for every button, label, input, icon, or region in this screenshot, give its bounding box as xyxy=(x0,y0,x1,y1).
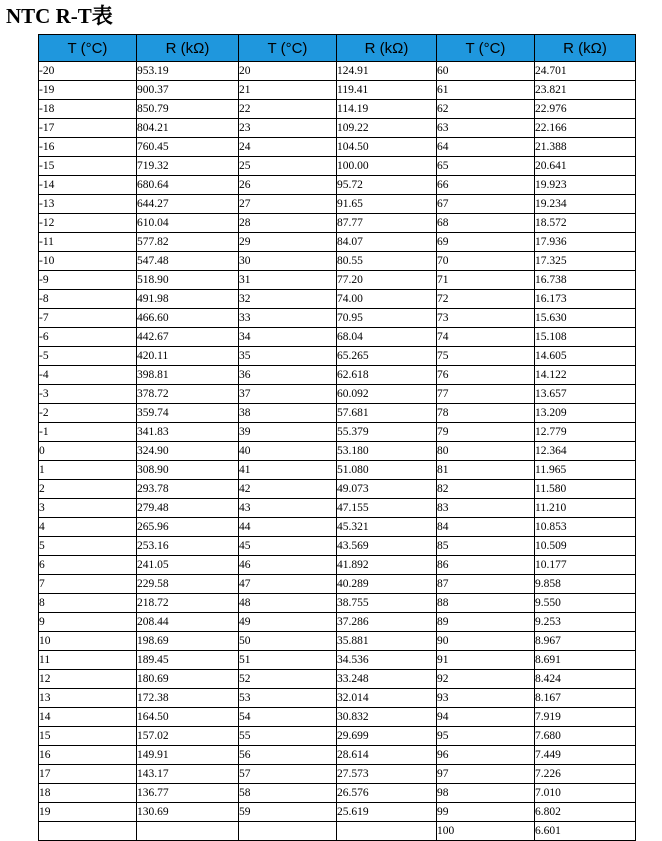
resistance-cell: 74.00 xyxy=(337,290,437,309)
resistance-cell: 359.74 xyxy=(137,404,239,423)
resistance-cell: 293.78 xyxy=(137,480,239,499)
table-row xyxy=(39,746,636,765)
table-row xyxy=(39,499,636,518)
table-row xyxy=(39,309,636,328)
table-row xyxy=(39,252,636,271)
resistance-cell: 38.755 xyxy=(337,594,437,613)
resistance-cell: 265.96 xyxy=(137,518,239,537)
resistance-cell: 53.180 xyxy=(337,442,437,461)
resistance-cell: 420.11 xyxy=(137,347,239,366)
resistance-cell: 850.79 xyxy=(137,100,239,119)
table-row xyxy=(39,594,636,613)
resistance-cell: 13.657 xyxy=(535,385,636,404)
temperature-cell: 8 xyxy=(39,594,137,613)
resistance-cell xyxy=(137,822,239,841)
temperature-cell: -20 xyxy=(39,62,137,81)
table-row xyxy=(39,613,636,632)
temperature-cell: 91 xyxy=(437,651,535,670)
table-row xyxy=(39,233,636,252)
temperature-cell: 65 xyxy=(437,157,535,176)
table-row xyxy=(39,727,636,746)
resistance-cell: 25.619 xyxy=(337,803,437,822)
resistance-cell: 466.60 xyxy=(137,309,239,328)
temperature-cell: 64 xyxy=(437,138,535,157)
resistance-cell: 241.05 xyxy=(137,556,239,575)
table-row xyxy=(39,62,636,81)
header-temperature-1: T (°C) xyxy=(39,35,137,62)
temperature-cell: 4 xyxy=(39,518,137,537)
table-row xyxy=(39,480,636,499)
resistance-cell: 70.95 xyxy=(337,309,437,328)
resistance-cell: 208.44 xyxy=(137,613,239,632)
table-row xyxy=(39,442,636,461)
table-header-row xyxy=(39,35,636,62)
temperature-cell: 53 xyxy=(239,689,337,708)
temperature-cell: -10 xyxy=(39,252,137,271)
temperature-cell: 46 xyxy=(239,556,337,575)
resistance-cell: 10.853 xyxy=(535,518,636,537)
page-title: NTC R-T表 xyxy=(6,4,113,28)
temperature-cell: 7 xyxy=(39,575,137,594)
table-row xyxy=(39,119,636,138)
table-row xyxy=(39,689,636,708)
table-row xyxy=(39,138,636,157)
resistance-cell: 11.965 xyxy=(535,461,636,480)
temperature-cell: 5 xyxy=(39,537,137,556)
table-row xyxy=(39,176,636,195)
table-row xyxy=(39,461,636,480)
temperature-cell: 33 xyxy=(239,309,337,328)
temperature-cell: 87 xyxy=(437,575,535,594)
resistance-cell: 14.122 xyxy=(535,366,636,385)
temperature-cell: 48 xyxy=(239,594,337,613)
resistance-cell: 180.69 xyxy=(137,670,239,689)
resistance-cell: 26.576 xyxy=(337,784,437,803)
header-resistance-3: R (kΩ) xyxy=(535,35,636,62)
resistance-cell: 104.50 xyxy=(337,138,437,157)
resistance-cell: 100.00 xyxy=(337,157,437,176)
temperature-cell: -5 xyxy=(39,347,137,366)
table-row xyxy=(39,670,636,689)
resistance-cell: 953.19 xyxy=(137,62,239,81)
resistance-cell: 189.45 xyxy=(137,651,239,670)
temperature-cell: 31 xyxy=(239,271,337,290)
resistance-cell: 22.166 xyxy=(535,119,636,138)
temperature-cell: 98 xyxy=(437,784,535,803)
temperature-cell: 90 xyxy=(437,632,535,651)
temperature-cell: 54 xyxy=(239,708,337,727)
resistance-cell: 680.64 xyxy=(137,176,239,195)
resistance-cell: 51.080 xyxy=(337,461,437,480)
temperature-cell: -6 xyxy=(39,328,137,347)
resistance-cell: 28.614 xyxy=(337,746,437,765)
table-row xyxy=(39,347,636,366)
temperature-cell: 35 xyxy=(239,347,337,366)
temperature-cell: 19 xyxy=(39,803,137,822)
header-temperature-3: T (°C) xyxy=(437,35,535,62)
temperature-cell: 92 xyxy=(437,670,535,689)
table-row xyxy=(39,195,636,214)
temperature-cell: 29 xyxy=(239,233,337,252)
temperature-cell: 39 xyxy=(239,423,337,442)
temperature-cell: 89 xyxy=(437,613,535,632)
temperature-cell: 66 xyxy=(437,176,535,195)
temperature-cell: 78 xyxy=(437,404,535,423)
resistance-cell: 13.209 xyxy=(535,404,636,423)
temperature-cell: -4 xyxy=(39,366,137,385)
temperature-cell: 72 xyxy=(437,290,535,309)
resistance-cell: 17.936 xyxy=(535,233,636,252)
temperature-cell: 68 xyxy=(437,214,535,233)
temperature-cell: -16 xyxy=(39,138,137,157)
temperature-cell: -18 xyxy=(39,100,137,119)
temperature-cell: 18 xyxy=(39,784,137,803)
resistance-cell: 644.27 xyxy=(137,195,239,214)
temperature-cell: 38 xyxy=(239,404,337,423)
resistance-cell: 41.892 xyxy=(337,556,437,575)
resistance-cell: 279.48 xyxy=(137,499,239,518)
temperature-cell: 77 xyxy=(437,385,535,404)
resistance-cell: 398.81 xyxy=(137,366,239,385)
resistance-cell: 7.010 xyxy=(535,784,636,803)
resistance-cell: 308.90 xyxy=(137,461,239,480)
temperature-cell: 57 xyxy=(239,765,337,784)
temperature-cell: 70 xyxy=(437,252,535,271)
table-row xyxy=(39,784,636,803)
temperature-cell: -1 xyxy=(39,423,137,442)
resistance-cell: 24.701 xyxy=(535,62,636,81)
resistance-cell: 15.630 xyxy=(535,309,636,328)
resistance-cell: 19.923 xyxy=(535,176,636,195)
table-row xyxy=(39,632,636,651)
temperature-cell: -8 xyxy=(39,290,137,309)
temperature-cell: 24 xyxy=(239,138,337,157)
temperature-cell: 59 xyxy=(239,803,337,822)
resistance-cell: 77.20 xyxy=(337,271,437,290)
temperature-cell xyxy=(39,822,137,841)
temperature-cell: 10 xyxy=(39,632,137,651)
table-row xyxy=(39,765,636,784)
resistance-cell: 40.289 xyxy=(337,575,437,594)
temperature-cell: -17 xyxy=(39,119,137,138)
resistance-cell: 149.91 xyxy=(137,746,239,765)
resistance-cell: 198.69 xyxy=(137,632,239,651)
resistance-cell: 95.72 xyxy=(337,176,437,195)
table-row xyxy=(39,651,636,670)
resistance-cell: 45.321 xyxy=(337,518,437,537)
temperature-cell: 26 xyxy=(239,176,337,195)
temperature-cell: 80 xyxy=(437,442,535,461)
resistance-cell: 91.65 xyxy=(337,195,437,214)
resistance-cell: 49.073 xyxy=(337,480,437,499)
temperature-cell: 56 xyxy=(239,746,337,765)
temperature-cell: 21 xyxy=(239,81,337,100)
temperature-cell: 0 xyxy=(39,442,137,461)
resistance-cell: 32.014 xyxy=(337,689,437,708)
temperature-cell: 37 xyxy=(239,385,337,404)
resistance-cell: 7.226 xyxy=(535,765,636,784)
temperature-cell: 94 xyxy=(437,708,535,727)
resistance-cell: 324.90 xyxy=(137,442,239,461)
temperature-cell: 13 xyxy=(39,689,137,708)
temperature-cell: 63 xyxy=(437,119,535,138)
temperature-cell: -15 xyxy=(39,157,137,176)
resistance-cell: 610.04 xyxy=(137,214,239,233)
table-row xyxy=(39,404,636,423)
resistance-cell: 253.16 xyxy=(137,537,239,556)
temperature-cell: 76 xyxy=(437,366,535,385)
temperature-cell: 49 xyxy=(239,613,337,632)
resistance-cell: 114.19 xyxy=(337,100,437,119)
resistance-cell: 164.50 xyxy=(137,708,239,727)
temperature-cell: 93 xyxy=(437,689,535,708)
temperature-cell: 15 xyxy=(39,727,137,746)
resistance-cell: 760.45 xyxy=(137,138,239,157)
table-body xyxy=(39,62,636,841)
resistance-cell: 65.265 xyxy=(337,347,437,366)
resistance-cell: 8.691 xyxy=(535,651,636,670)
temperature-cell: 75 xyxy=(437,347,535,366)
temperature-cell: 23 xyxy=(239,119,337,138)
resistance-cell: 55.379 xyxy=(337,423,437,442)
resistance-cell: 68.04 xyxy=(337,328,437,347)
temperature-cell: 55 xyxy=(239,727,337,746)
resistance-cell: 80.55 xyxy=(337,252,437,271)
header-temperature-2: T (°C) xyxy=(239,35,337,62)
temperature-cell: 22 xyxy=(239,100,337,119)
resistance-cell: 172.38 xyxy=(137,689,239,708)
resistance-cell: 43.569 xyxy=(337,537,437,556)
resistance-cell: 124.91 xyxy=(337,62,437,81)
temperature-cell: 14 xyxy=(39,708,137,727)
temperature-cell: 52 xyxy=(239,670,337,689)
resistance-cell: 12.364 xyxy=(535,442,636,461)
temperature-cell: 86 xyxy=(437,556,535,575)
resistance-cell: 12.779 xyxy=(535,423,636,442)
temperature-cell: 43 xyxy=(239,499,337,518)
resistance-cell: 10.177 xyxy=(535,556,636,575)
resistance-cell: 15.108 xyxy=(535,328,636,347)
temperature-cell: -14 xyxy=(39,176,137,195)
table-row xyxy=(39,100,636,119)
resistance-cell: 20.641 xyxy=(535,157,636,176)
resistance-cell: 22.976 xyxy=(535,100,636,119)
temperature-cell: 100 xyxy=(437,822,535,841)
temperature-cell: 27 xyxy=(239,195,337,214)
temperature-cell: 1 xyxy=(39,461,137,480)
temperature-cell: 62 xyxy=(437,100,535,119)
temperature-cell: 95 xyxy=(437,727,535,746)
resistance-cell: 23.821 xyxy=(535,81,636,100)
resistance-cell: 19.234 xyxy=(535,195,636,214)
table-row xyxy=(39,537,636,556)
resistance-cell: 7.680 xyxy=(535,727,636,746)
temperature-cell: 41 xyxy=(239,461,337,480)
table-row xyxy=(39,708,636,727)
resistance-cell xyxy=(337,822,437,841)
resistance-cell: 442.67 xyxy=(137,328,239,347)
temperature-cell: 45 xyxy=(239,537,337,556)
resistance-cell: 119.41 xyxy=(337,81,437,100)
temperature-cell: 44 xyxy=(239,518,337,537)
resistance-cell: 11.580 xyxy=(535,480,636,499)
resistance-cell: 29.699 xyxy=(337,727,437,746)
temperature-cell: 32 xyxy=(239,290,337,309)
header-resistance-1: R (kΩ) xyxy=(137,35,239,62)
resistance-cell: 7.449 xyxy=(535,746,636,765)
resistance-cell: 8.167 xyxy=(535,689,636,708)
table-row xyxy=(39,803,636,822)
table-row xyxy=(39,423,636,442)
temperature-cell: 79 xyxy=(437,423,535,442)
header-resistance-2: R (kΩ) xyxy=(337,35,437,62)
temperature-cell: 28 xyxy=(239,214,337,233)
temperature-cell: 60 xyxy=(437,62,535,81)
resistance-cell: 577.82 xyxy=(137,233,239,252)
temperature-cell: -2 xyxy=(39,404,137,423)
resistance-cell: 143.17 xyxy=(137,765,239,784)
temperature-cell: 96 xyxy=(437,746,535,765)
temperature-cell: 36 xyxy=(239,366,337,385)
temperature-cell: -13 xyxy=(39,195,137,214)
temperature-cell: 50 xyxy=(239,632,337,651)
resistance-cell: 16.738 xyxy=(535,271,636,290)
temperature-cell: -19 xyxy=(39,81,137,100)
resistance-cell: 34.536 xyxy=(337,651,437,670)
temperature-cell: -9 xyxy=(39,271,137,290)
temperature-cell: 11 xyxy=(39,651,137,670)
resistance-cell: 719.32 xyxy=(137,157,239,176)
temperature-cell: 58 xyxy=(239,784,337,803)
temperature-cell: 25 xyxy=(239,157,337,176)
table-row xyxy=(39,385,636,404)
resistance-cell: 8.424 xyxy=(535,670,636,689)
table-row xyxy=(39,81,636,100)
temperature-cell: 6 xyxy=(39,556,137,575)
resistance-cell: 900.37 xyxy=(137,81,239,100)
resistance-cell: 27.573 xyxy=(337,765,437,784)
temperature-cell: 73 xyxy=(437,309,535,328)
table-row xyxy=(39,214,636,233)
temperature-cell: -7 xyxy=(39,309,137,328)
ntc-rt-table xyxy=(38,34,636,841)
temperature-cell: 42 xyxy=(239,480,337,499)
table-row xyxy=(39,822,636,841)
temperature-cell: 88 xyxy=(437,594,535,613)
temperature-cell: 69 xyxy=(437,233,535,252)
resistance-cell: 157.02 xyxy=(137,727,239,746)
temperature-cell: 67 xyxy=(437,195,535,214)
resistance-cell: 57.681 xyxy=(337,404,437,423)
resistance-cell: 11.210 xyxy=(535,499,636,518)
resistance-cell: 804.21 xyxy=(137,119,239,138)
temperature-cell: 17 xyxy=(39,765,137,784)
resistance-cell: 62.618 xyxy=(337,366,437,385)
resistance-cell: 18.572 xyxy=(535,214,636,233)
temperature-cell: 61 xyxy=(437,81,535,100)
resistance-cell: 37.286 xyxy=(337,613,437,632)
table-row xyxy=(39,290,636,309)
temperature-cell: 34 xyxy=(239,328,337,347)
temperature-cell: 20 xyxy=(239,62,337,81)
resistance-cell: 30.832 xyxy=(337,708,437,727)
temperature-cell xyxy=(239,822,337,841)
temperature-cell: 12 xyxy=(39,670,137,689)
temperature-cell: 84 xyxy=(437,518,535,537)
resistance-cell: 7.919 xyxy=(535,708,636,727)
resistance-cell: 21.388 xyxy=(535,138,636,157)
temperature-cell: 2 xyxy=(39,480,137,499)
resistance-cell: 491.98 xyxy=(137,290,239,309)
temperature-cell: 9 xyxy=(39,613,137,632)
resistance-cell: 9.253 xyxy=(535,613,636,632)
resistance-cell: 84.07 xyxy=(337,233,437,252)
resistance-cell: 6.802 xyxy=(535,803,636,822)
table-row xyxy=(39,556,636,575)
temperature-cell: -3 xyxy=(39,385,137,404)
temperature-cell: 74 xyxy=(437,328,535,347)
resistance-cell: 136.77 xyxy=(137,784,239,803)
temperature-cell: 97 xyxy=(437,765,535,784)
resistance-cell: 341.83 xyxy=(137,423,239,442)
resistance-cell: 218.72 xyxy=(137,594,239,613)
resistance-cell: 6.601 xyxy=(535,822,636,841)
resistance-cell: 47.155 xyxy=(337,499,437,518)
resistance-cell: 547.48 xyxy=(137,252,239,271)
table-row xyxy=(39,575,636,594)
resistance-cell: 10.509 xyxy=(535,537,636,556)
resistance-cell: 229.58 xyxy=(137,575,239,594)
table-row xyxy=(39,157,636,176)
resistance-cell: 8.967 xyxy=(535,632,636,651)
table-row xyxy=(39,518,636,537)
temperature-cell: -11 xyxy=(39,233,137,252)
temperature-cell: 71 xyxy=(437,271,535,290)
temperature-cell: 99 xyxy=(437,803,535,822)
temperature-cell: -12 xyxy=(39,214,137,233)
temperature-cell: 30 xyxy=(239,252,337,271)
resistance-cell: 33.248 xyxy=(337,670,437,689)
resistance-cell: 518.90 xyxy=(137,271,239,290)
resistance-cell: 130.69 xyxy=(137,803,239,822)
resistance-cell: 35.881 xyxy=(337,632,437,651)
temperature-cell: 16 xyxy=(39,746,137,765)
resistance-cell: 16.173 xyxy=(535,290,636,309)
temperature-cell: 81 xyxy=(437,461,535,480)
temperature-cell: 3 xyxy=(39,499,137,518)
temperature-cell: 40 xyxy=(239,442,337,461)
resistance-cell: 9.550 xyxy=(535,594,636,613)
resistance-cell: 109.22 xyxy=(337,119,437,138)
resistance-cell: 378.72 xyxy=(137,385,239,404)
table-row xyxy=(39,328,636,347)
temperature-cell: 83 xyxy=(437,499,535,518)
resistance-cell: 87.77 xyxy=(337,214,437,233)
resistance-cell: 14.605 xyxy=(535,347,636,366)
temperature-cell: 82 xyxy=(437,480,535,499)
table-row xyxy=(39,271,636,290)
resistance-cell: 17.325 xyxy=(535,252,636,271)
table-row xyxy=(39,366,636,385)
resistance-cell: 9.858 xyxy=(535,575,636,594)
temperature-cell: 47 xyxy=(239,575,337,594)
temperature-cell: 51 xyxy=(239,651,337,670)
resistance-cell: 60.092 xyxy=(337,385,437,404)
temperature-cell: 85 xyxy=(437,537,535,556)
